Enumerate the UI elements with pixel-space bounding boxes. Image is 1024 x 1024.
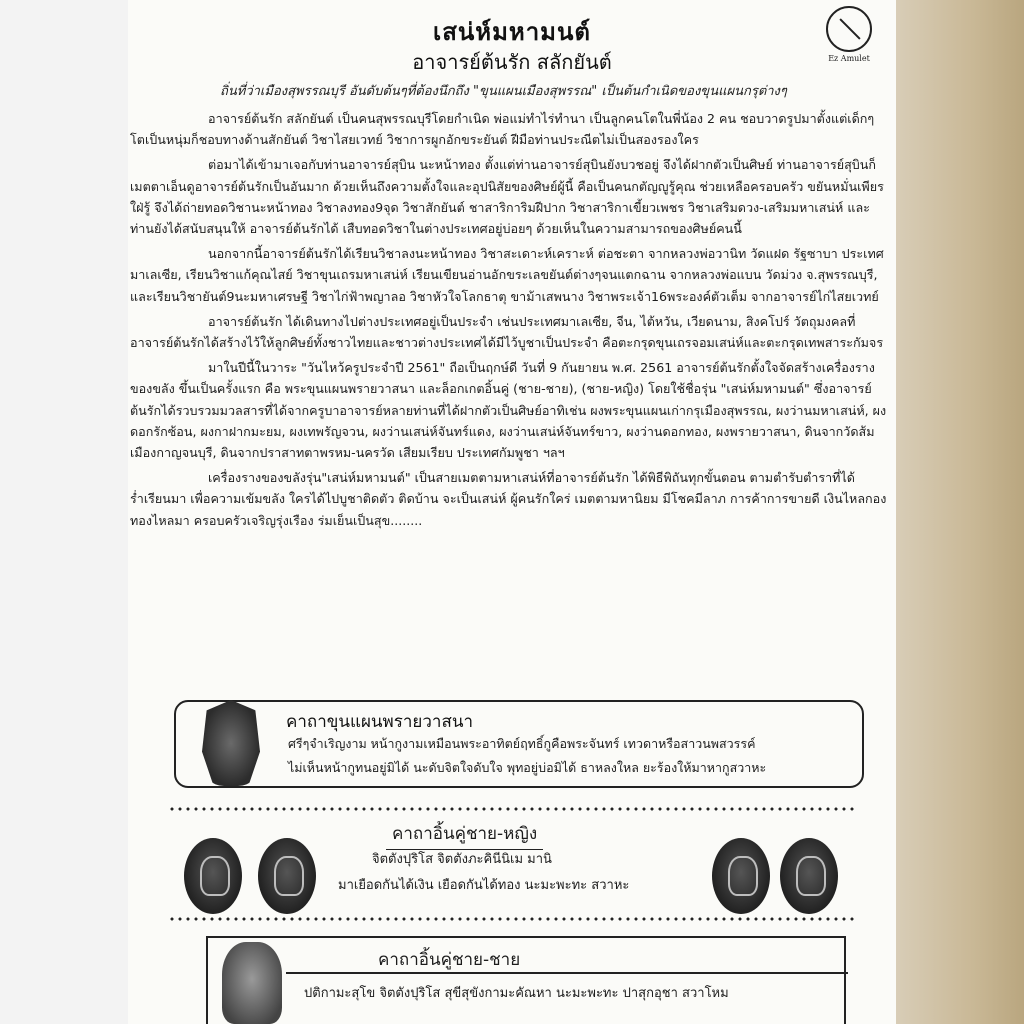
paragraph: มาในปีนี้ในวาระ "วันไหว้ครูประจำปี 2561" ถือเป็นฤกษ์ดี วันที่ 9 กันยายน พ.ศ. 2561 อาจารย์ต้นรักตั้งใจจัดสร้างเครื่องรางของขลัง ขึ้นเป็นครั้งแรก คือ พระขุนแผนพรายวาสนา และล็อกเกตอิ้นคู่ (ชาย-ชาย), (ชาย-หญิง) โดยใช้ชื่อรุ่น "เสน่ห์มหามนต์" ซึ่งอาจารย์ต้นรักได้รวบรวมมวลสารที่ได้จากครูบาอาจารย์หลายท่านที่ได้ฝากตัวเป็นศิษย์อาทิเช่น ผงพระขุนแผนเก่ากรุเมืองสุพรรณ, ผงว่านมหาเสน่ห์, ผงดอกรักซ้อน, ผงกาฝากมะยม, ผงเทพรัญจวน, ผงว่านเสน่ห์จันทร์แดง, ผงว่านเสน่ห์จันทร์ขาว, ผงว่านดอกทอง, ผงพรายวาสนา, ดินจากวัดส้มเมืองกาญจนบุรี, ดินจากปราสาทตาพรหม-นครวัด เสียมเรียบ ประเทศกัมพูชา ฯลฯ	[130, 360, 887, 461]
locket-image	[712, 838, 770, 914]
body-text	[130, 108, 888, 531]
paragraph: ต่อมาได้เข้ามาเจอกับท่านอาจารย์สุบิน นะหน้าทอง ตั้งแต่ท่านอาจารย์สุบินยังบวชอยู่ จึงได้ฝากตัวเป็นศิษย์ ท่านอาจารย์สุบินก็เมตตาเอ็นดูอาจารย์ต้นรักเป็นอันมาก ด้วยเห็นถึงความตั้งใจและอุปนิสัยของศิษย์ผู้นี้ คือเป็นคนกตัญญูรู้คุณ ช่วยเหลือครอบครัว ขยันหมั่นเพียร ใฝ่รู้ จึงได้ถ่ายทอดวิชานะหน้าทอง วิชาลงทอง9จุด วิชาสักยันต์ ชาสาริการิมฝีปาก วิชาสาริกาเขี้ยวเพชร วิชาเสริมดวง-เสริมมหาเสน่ห์ และท่านยังได้สนับสนุนให้ อาจารย์ต้นรักได้ เสืบทอดวิชาในต่างประเทศอยู่บ่อยๆ ด้วยเห็นในความสามารถของศิษย์คนนี้	[130, 157, 884, 237]
katha-man-woman-line2: มาเยือดกันได้เงิน เยือดกันได้ทอง นะมะพะทะ สวาหะ	[338, 878, 630, 893]
star-divider	[168, 804, 856, 814]
katha-khunphaen-line2: ไม่เห็นหน้ากูทนอยู่มิได้ นะดับจิตใจดับใจ พุทอยู่บ่อมิได้ ธาหลงใหล ยะร้องให้มาหากูสวาหะ	[288, 760, 767, 775]
katha-man-woman-section	[128, 816, 896, 912]
katha-man-man-line1: ปติกามะสุโข จิตตังปุริโส สุขีสุขังกามะคัณหา นะมะพะทะ ปาสุกอุชา สวาโหม	[304, 986, 729, 1001]
intro-line: ถิ่นที่ว่าเมืองสุพรรณบุรี อันดับต้นๆที่ต้องนึกถึง "ขุนแผนเมืองสุพรรณ" เป็นต้นกำเนิดของขุนแผนกรุต่างๆ	[220, 84, 787, 99]
katha-khunphaen-title: คาถาขุนแผนพรายวาสนา	[286, 712, 474, 732]
locket-image	[258, 838, 316, 914]
paragraph: อาจารย์ต้นรัก สลักยันต์ เป็นคนสุพรรณบุรีโดยกำเนิด พ่อแม่ทำไร่ทำนา เป็นลูกคนโตในพี่น้อง 2 คน ชอบวาดรูปมาตั้งแต่เด็กๆ โตเป็นหนุ่มก็ชอบทางด้านสักยันต์ วิชาไสยเวทย์ วิชาการผูกอักขระยันต์ ฝีมือท่านประณีตไม่เป็นสองรองใคร	[130, 111, 875, 148]
katha-man-man-title: คาถาอิ้นคู่ชาย-ชาย	[378, 950, 521, 970]
locket-image	[222, 942, 282, 1024]
locket-image	[184, 838, 242, 914]
divider-line	[286, 972, 848, 974]
paragraph: นอกจากนี้อาจารย์ต้นรักได้เรียนวิชาลงนะหน้าทอง วิชาสะเดาะห์เคราะห์ ต่อชะตา จากหลวงพ่อวานิท วัดแฝด รัฐซาบา ประเทศมาเลเซีย, เรียนวิชาแก้คุณไสย์ วิชาขุนเถรมหาเสน่ห์ เรียนเขียนอ่านอักขระเลขยันต์ต่างๆจนแตกฉาน จากหลวงพ่อแบน วัดม่วง จ.สุพรรณบุรี, และเรียนวิชายันต์9นะมหาเศรษฐี วิชาไก่ฟ้าพญาลอ วิชาหัวใจโลกธาตุ ขาม้าเสพนาง วิชาพระเจ้า16พระองค์ตัวเต็ม จากอาจารย์ไก่ไสยเวทย์	[130, 246, 884, 304]
background-right	[896, 0, 1024, 1024]
background-left	[0, 0, 128, 1024]
katha-man-woman-title: คาถาอิ้นคู่ชาย-หญิง	[386, 820, 543, 850]
locket-image	[780, 838, 838, 914]
katha-man-man-box	[206, 936, 846, 1024]
katha-khunphaen-line1: ศรีๆจำเริญงาม หน้ากูงามเหมือนพระอาทิตย์ฤทธิ์กูคือพระจันทร์ เทวดาหรือสาวนพสวรรค์	[288, 736, 756, 751]
paragraph: เครื่องรางของขลังรุ่น"เสน่ห์มหามนต์" เป็นสายเมตตามหาเสน่ห์ที่อาจารย์ต้นรัก ได้พิธีพิถันทุกขั้นตอน ตามตำรับตำราที่ได้ร่ำเรียนมา เพื่อความเข้มขลัง ใครได้ไปบูชาติดตัว ติดบ้าน จะเป็นเสน่ห์ ผู้คนรักใคร่ เมตตามหานิยม มีโชคมีลาภ การค้าการขายดี เงินไหลกอง ทองไหลมา ครอบครัวเจริญรุ่งเรือง ร่มเย็นเป็นสุข........	[130, 470, 887, 528]
star-divider	[168, 914, 856, 924]
page-title: เสน่ห์มหามนต์	[432, 17, 591, 46]
page-subtitle: อาจารย์ต้นรัก สลักยันต์	[412, 50, 612, 74]
khunphaen-amulet-image	[202, 700, 260, 786]
katha-man-woman-line1: จิตตังปุริโส จิตตังภะคินีนิเม มานิ	[372, 852, 552, 867]
document-page	[128, 0, 896, 1024]
paragraph: อาจารย์ต้นรัก ได้เดินทางไปต่างประเทศอยู่เป็นประจำ เช่นประเทศมาเลเซีย, จีน, ไต้หวัน, เวียดนาม, สิงคโปร์ วัตถุมงคลที่อาจารย์ต้นรักได้สร้างไว้ให้ลูกศิษย์ทั้งชาวไทยและชาวต่างประเทศได้มีไว้บูชาเป็นประจำ คือตะกรุดขุนเถรจอมเสน่ห์และตะกรุดเทพสาระกัมจร	[130, 313, 884, 351]
logo-text: Ez Amulet	[828, 54, 870, 63]
katha-khunphaen-box	[174, 700, 864, 788]
